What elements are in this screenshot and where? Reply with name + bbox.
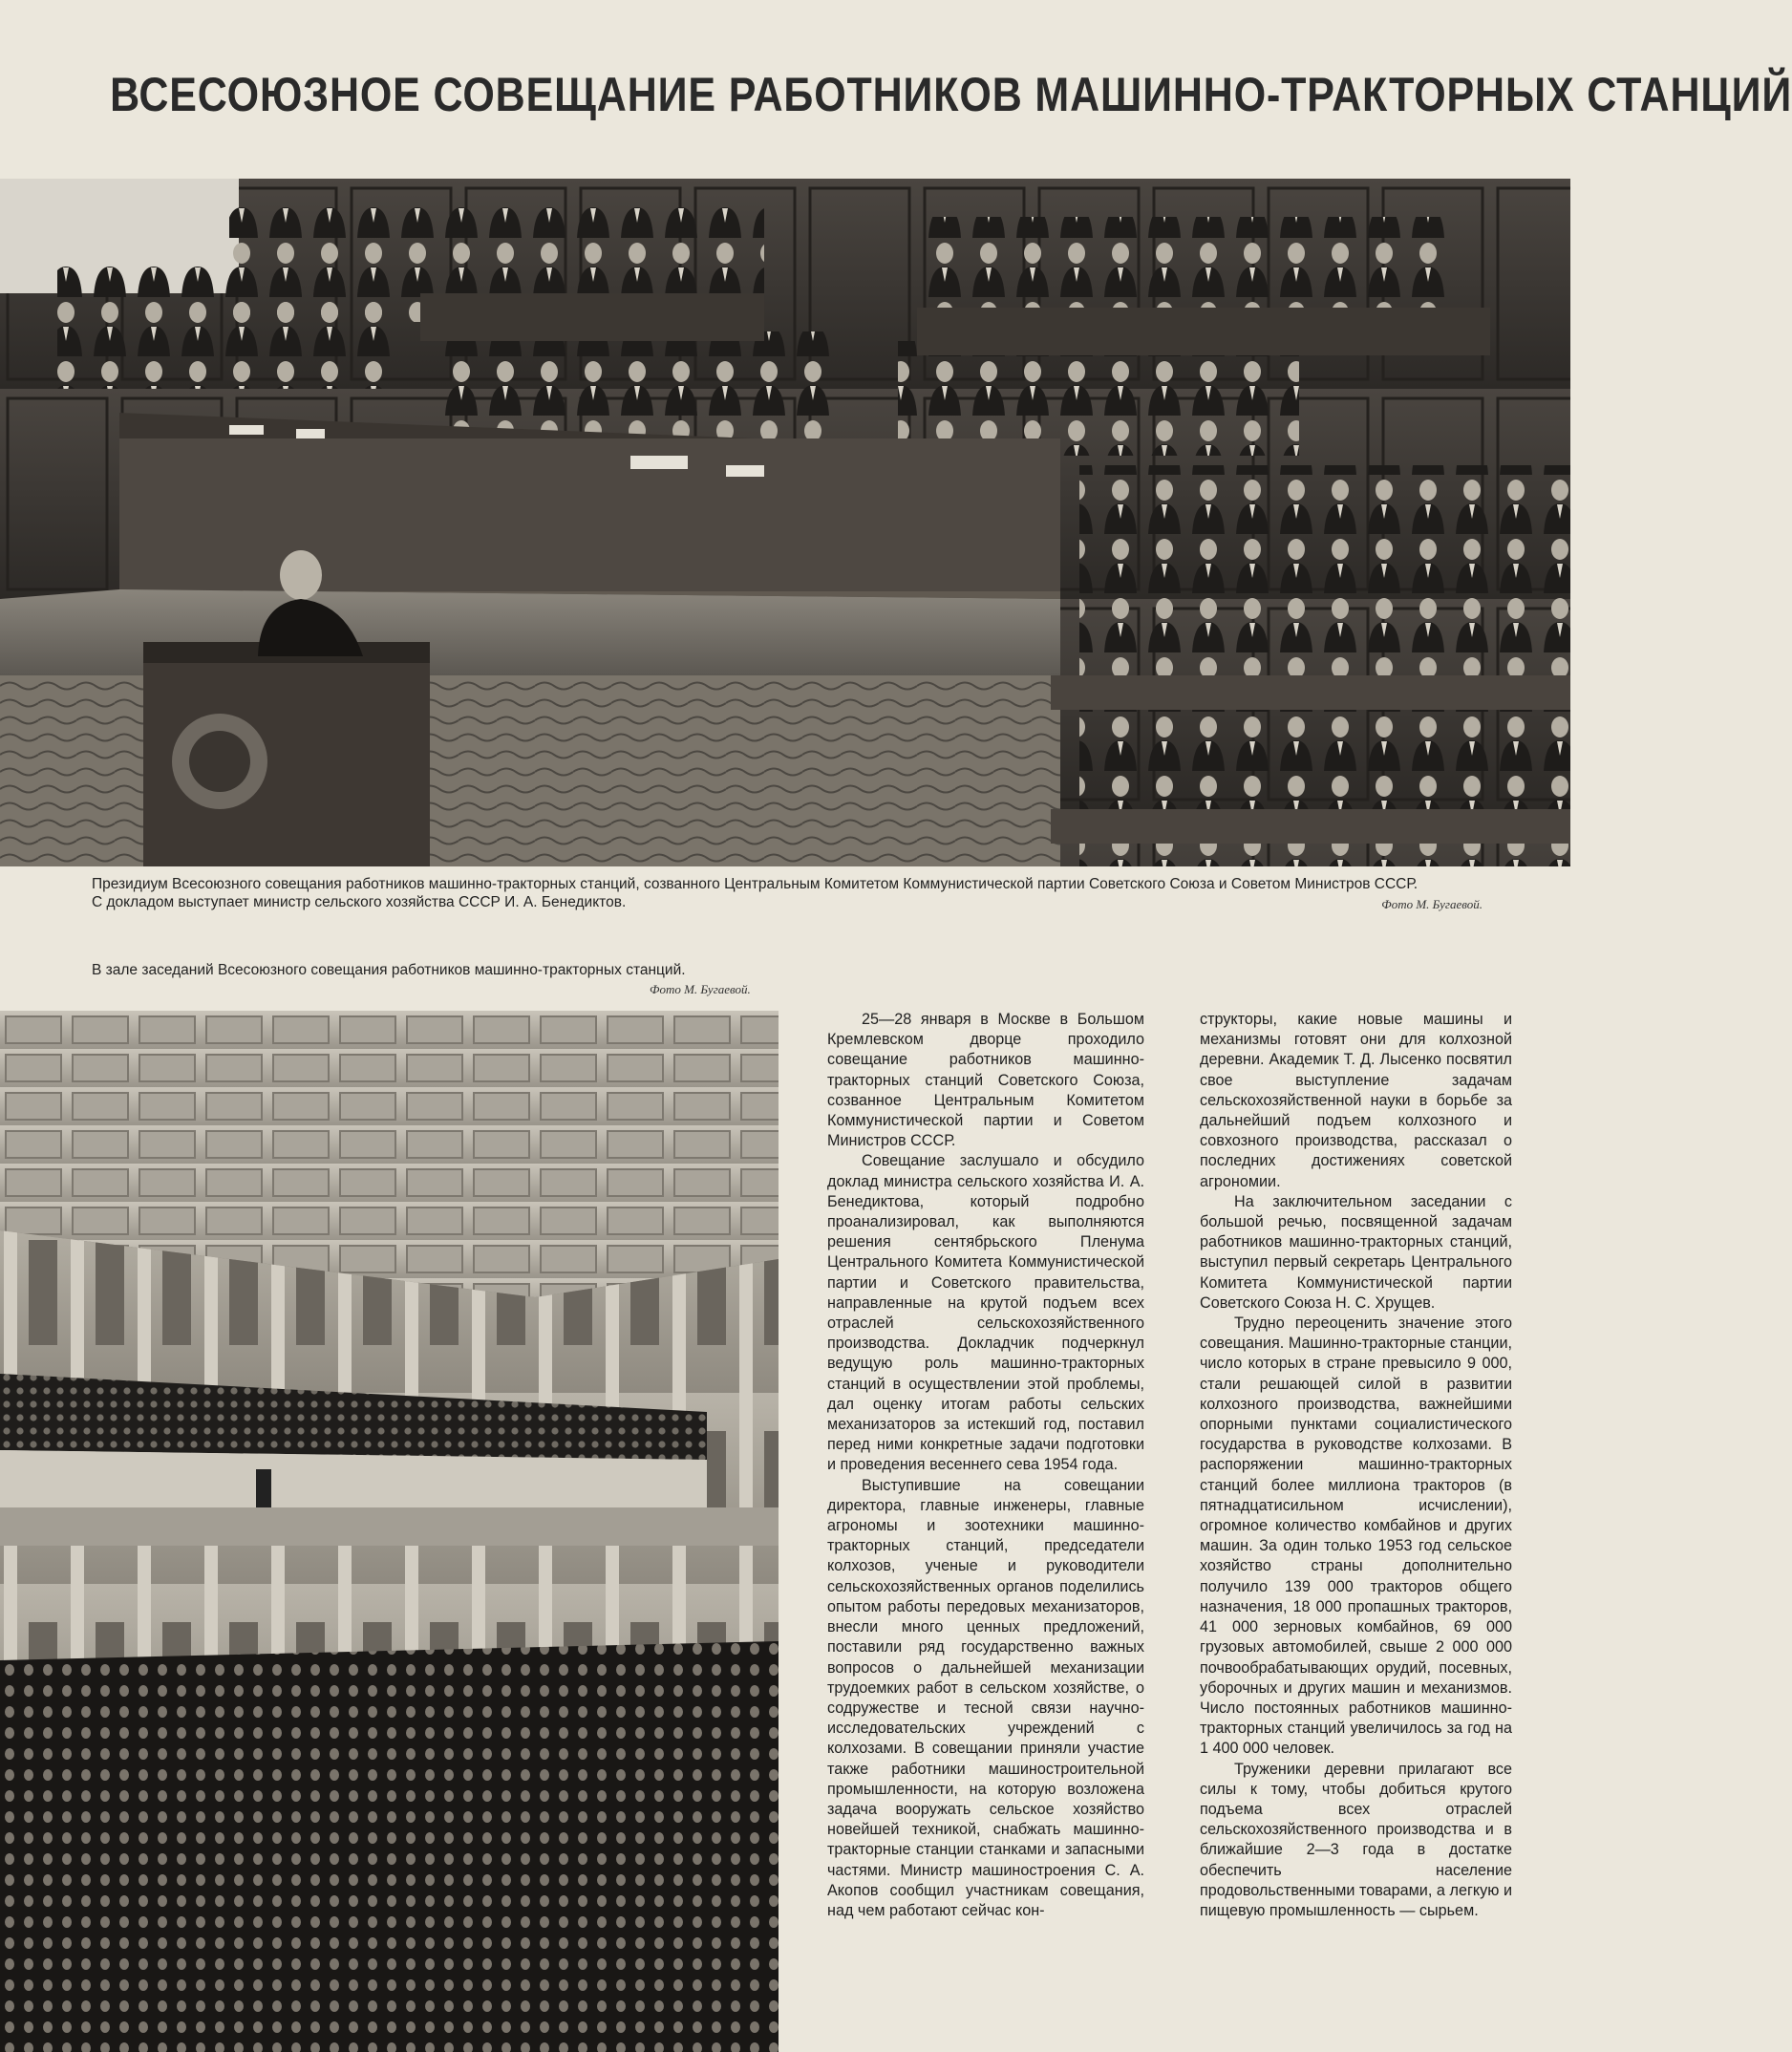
presidium-caption xyxy=(92,875,1483,911)
page-headline: ВСЕСОЮЗНОЕ СОВЕЩАНИЕ РАБОТНИКОВ МАШИННО-ТРАКТОРНЫХ СТАНЦИЙ xyxy=(110,68,1792,121)
article-paragraph: Трудно переоценить значение этого совещания. Машинно-тракторные станции, число которых в стране превысило 9 000, стали решающей силой в развитии колхозного производства, важнейшими опорными пунктами социалистического государства в руководстве колхозами. В распоряжении машинно-тракторных станций более миллиона тракторов (в пятнадцатисильном исчислении), огромное количество комбайнов и других машин. За один только 1953 год сельское хозяйство страны дополнительно получило 139 000 тракторов общего назначения, 18 000 пропашных тракторов, 41 000 зерновых комбайнов, 69 000 грузовых автомобилей, свыше 2 000 000 почвообрабатывающих орудий, посевных, уборочных и других машин и механизмов. Число постоянных работников машинно-тракторных станций увеличилось за год на 1 400 000 человек. xyxy=(1200,1315,1512,1758)
presidium-caption-line-1: Президиум Всесоюзного совещания работников машинно-тракторных станций, созванного Центральным Комитетом Коммунистической партии Советского Союза и Советом Министров СССР. xyxy=(92,876,1419,892)
article-paragraph: Труженики деревни прилагают все силы к тому, чтобы добиться крутого подъема всех отраслей сельскохозяйственного производства и в ближайшие 2—3 года в достатке обеспечить население продовольственными товарами, а легкую и пищевую промышленность — сырьем. xyxy=(1200,1760,1512,1919)
article-column-2 xyxy=(1200,1010,1512,1921)
article-paragraph: Выступившие на совещании директора, главные инженеры, главные агрономы и зоотехники машинно-тракторных станций, председатели колхозов, ученые и руководители сельскохозяйственных органов поделились опытом работы передовых механизаторов, внесли много ценных предложений, поставили ряд государственно важных вопросов о дальнейшей механизации трудоемких работ в сельском хозяйстве, о содружестве и тесной связи научно-исследовательских учреждений с колхозами. В совещании приняли участие также работники машиностроительной промышленности, на которую возложена задача вооружать сельское хозяйство новейшей техникой, снабжать машинно-тракторные станции станками и запасными частями. Министр машиностроения С. А. Акопов сообщил участникам совещания, над чем работают сейчас кон- xyxy=(827,1476,1144,1919)
presidium-photo xyxy=(0,179,1570,866)
article-paragraph-continued: структоры, какие новые машины и механизмы готовят они для колхозной деревни. Академик Т. Д. Лысенко посвятил свое выступление задачам сельскохозяйственной науки в борьбе за дальнейший подъем колхозного и совхозного производства, рассказал о последних достижениях советской агрономии. xyxy=(1200,1011,1512,1190)
session-hall-photo xyxy=(0,1011,779,2052)
article-paragraph: На заключительном заседании с большой речью, посвященной задачам работников машинно-тракторных станций, выступил первый секретарь Центрального Комитета Коммунистической партии Советского Союза Н. С. Хрущев. xyxy=(1200,1192,1512,1312)
hall-photo-credit: Фото М. Бугаевой. xyxy=(650,982,751,996)
article-paragraph: 25—28 января в Москве в Большом Кремлевском дворце проходило совещание работников машинно-тракторных станций Советского Союза, созванное Центральным Комитетом Коммунистической партии и Советом Министров СССР. xyxy=(827,1011,1144,1150)
presidium-photo-credit: Фото М. Бугаевой. xyxy=(1381,897,1483,911)
article-paragraph: Совещание заслушало и обсудило доклад министра сельского хозяйства И. А. Бенедиктова, который подробно проанализировал, как выполняются решения сентябрьского Пленума Центрального Комитета Коммунистической партии и Советского правительства, направленные на крутой подъем всех отраслей сельскохозяйственного производства. Докладчик подчеркнул ведущую роль машинно-тракторных станций в осуществлении этой проблемы, дал оценку итогам работы сельских механизаторов за истекший год, поставил перед ними конкретные задачи подготовки и проведения весеннего сева 1954 года. xyxy=(827,1152,1144,1474)
presidium-caption-line-2: С докладом выступает министр сельского хозяйства СССР И. А. Бенедиктов. xyxy=(92,894,627,910)
hall-caption: В зале заседаний Всесоюзного совещания работников машинно-тракторных станций. xyxy=(92,962,686,978)
article-column-1 xyxy=(827,1010,1144,1921)
